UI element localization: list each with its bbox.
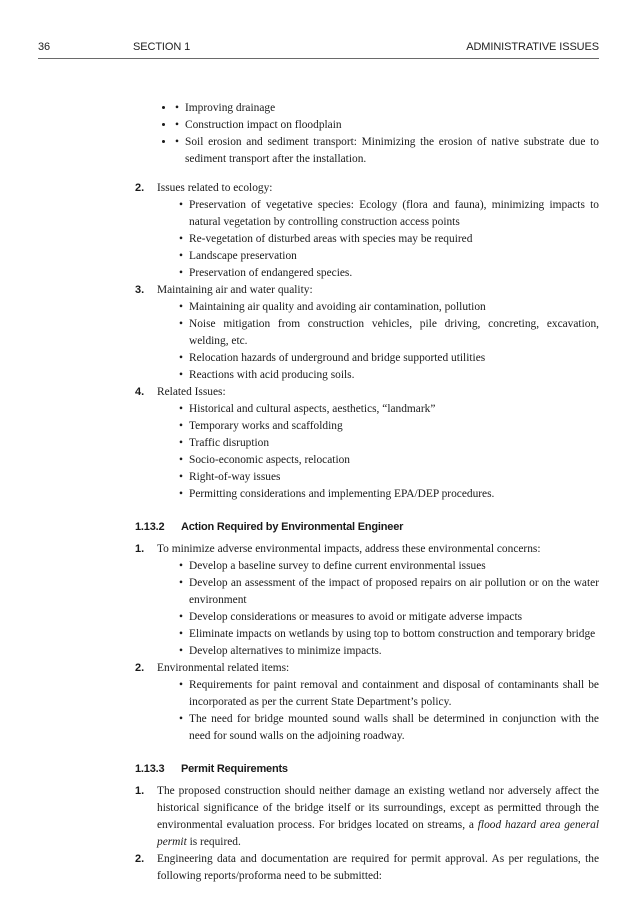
bullet-item: • Requirements for paint removal and containment and disposal of contaminants shall be incorporated as per the current State Department’s policy. [157, 677, 599, 711]
page-body [135, 89, 599, 885]
item-number: 2. [135, 852, 145, 865]
numbered-item-ecology [135, 180, 599, 282]
header-rule [38, 58, 599, 59]
bullet-list [157, 299, 599, 384]
bullet-list [157, 677, 599, 745]
item-number: 1. [135, 542, 145, 555]
item-text: Issues related to ecology: [157, 181, 273, 194]
bullet-item: • The need for bridge mounted sound walls shall be determined in conjunction with the need for sound walls on the adjoining roadway. [157, 711, 599, 745]
bullet-item: • Landscape preservation [157, 248, 599, 265]
bullet-item: • • Improving drainage [175, 100, 599, 117]
bullet-item: • Noise mitigation from construction vehicles, pile driving, concreting, excavation, welding, etc. [157, 316, 599, 350]
bullet-item: • Reactions with acid producing soils. [157, 367, 599, 384]
bullet-item: • • Construction impact on floodplain [175, 117, 599, 134]
bullet-item: • Develop an assessment of the impact of proposed repairs on air pollution or on the water environment [157, 575, 599, 609]
numbered-item [135, 851, 599, 885]
italic-term: flood hazard area general permit [157, 818, 600, 848]
paragraph-text-end: is required. [186, 835, 241, 848]
bullet-item: • Relocation hazards of underground and bridge supported utilities [157, 350, 599, 367]
section-number: 1.13.2 [135, 520, 165, 533]
continued-bullet-list [135, 100, 599, 168]
bullet-item: • Maintaining air quality and avoiding air contamination, pollution [157, 299, 599, 316]
numbered-item [135, 783, 599, 851]
item-text: Environmental related items: [157, 661, 290, 674]
item-number: 2. [135, 181, 145, 194]
running-header [38, 41, 599, 57]
bullet-item: • Historical and cultural aspects, aesthetics, “landmark” [157, 401, 599, 418]
page-number: 36 [38, 41, 51, 53]
item-text: Maintaining air and water quality: [157, 283, 313, 296]
bullet-item: • Preservation of endangered species. [157, 265, 599, 282]
bullet-item: • Develop considerations or measures to avoid or mitigate adverse impacts [157, 609, 599, 626]
bullet-item: • Preservation of vegetative species: Ecology (flora and fauna), minimizing impacts to natural vegetation by controlling construction access points [157, 197, 599, 231]
bullet-item: • Permitting considerations and implementing EPA/DEP procedures. [157, 486, 599, 503]
section-number: 1.13.3 [135, 762, 165, 775]
section-title: Permit Requirements [181, 762, 288, 775]
item-paragraph: Engineering data and documentation are required for permit approval. As per regulations, the following reports/proforma need to be submitted: [157, 852, 599, 882]
item-number: 1. [135, 784, 145, 797]
bullet-item: • Develop alternatives to minimize impacts. [157, 643, 599, 660]
item-number: 2. [135, 661, 145, 674]
section-heading-1-13-2 [135, 519, 599, 537]
bullet-item: • Right-of-way issues [157, 469, 599, 486]
item-number: 3. [135, 283, 145, 296]
numbered-item [135, 660, 599, 745]
environmental-issues-list [135, 180, 599, 503]
numbered-item-air-water [135, 282, 599, 384]
permit-requirements-list [135, 783, 599, 885]
item-paragraph [157, 783, 599, 851]
section-heading-1-13-3 [135, 761, 599, 779]
bullet-item: • Develop a baseline survey to define current environmental issues [157, 558, 599, 575]
bullet-item: • Eliminate impacts on wetlands by using top to bottom construction and temporary bridge [157, 626, 599, 643]
bullet-item: • Traffic disruption [157, 435, 599, 452]
item-number: 4. [135, 385, 145, 398]
section-title: Action Required by Environmental Engineer [181, 520, 404, 533]
bullet-item: • Socio-economic aspects, relocation [157, 452, 599, 469]
numbered-item [135, 541, 599, 660]
bullet-list [157, 558, 599, 660]
running-title: ADMINISTRATIVE ISSUES [466, 41, 599, 53]
bullet-list [157, 401, 599, 503]
paragraph-text: The proposed construction should neither damage an existing wetland nor adversely affect the historical significance of the bridge itself or its surroundings, except as permitted through the environmental evaluation process. For bridges located on streams, a [157, 784, 599, 831]
numbered-item-related [135, 384, 599, 503]
bullet-item: • Temporary works and scaffolding [157, 418, 599, 435]
bullet-item: • Re-vegetation of disturbed areas with species may be required [157, 231, 599, 248]
item-text: Related Issues: [157, 385, 226, 398]
bullet-list [157, 197, 599, 282]
section-label: SECTION 1 [133, 41, 191, 53]
item-text: To minimize adverse environmental impacts, address these environmental concerns: [157, 542, 541, 555]
action-required-list [135, 541, 599, 745]
bullet-item: • • Soil erosion and sediment transport: Minimizing the erosion of native substrate due to sediment transport after the installation. [175, 134, 599, 168]
